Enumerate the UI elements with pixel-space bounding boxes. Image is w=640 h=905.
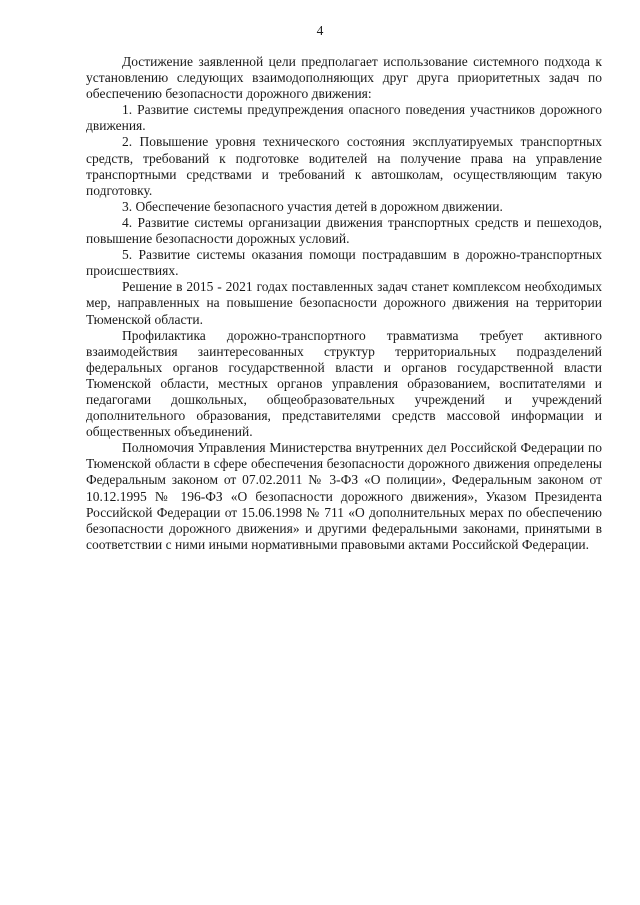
paragraph-solution: Решение в 2015 - 2021 годах поставленных задач станет комплексом необходимых мер, направленных на повышение безопасности дорожного движения на территории Тюменской области. (86, 279, 602, 327)
page-number: 4 (316, 23, 324, 38)
paragraph-task-5: 5. Развитие системы оказания помощи пострадавшим в дорожно-транспортных происшествиях. (86, 247, 602, 279)
paragraph-task-1: 1. Развитие системы предупреждения опасного поведения участников дорожного движения. (86, 102, 602, 134)
paragraph-task-3: 3. Обеспечение безопасного участия детей в дорожном движении. (122, 198, 503, 214)
document-body (86, 54, 602, 553)
paragraph-intro: Достижение заявленной цели предполагает использование системного подхода к установлению следующих взаимодополняющих друг друга приоритетных задач по обеспечению безопасности дорожного движения: (86, 54, 602, 102)
paragraph-task-4: 4. Развитие системы организации движения транспортных средств и пешеходов, повышение безопасности дорожных условий. (86, 214, 602, 247)
paragraph-task-2: 2. Повышение уровня технического состояния эксплуатируемых транспортных средств, требований к подготовке водителей на получение права на управление транспортными средствами и требований к автошколам, осуществляющим такую подготовку. (86, 134, 602, 198)
paragraph-prevention: Профилактика дорожно-транспортного травматизма требует активного взаимодействия заинтересованных структур территориальных подразделений федеральных органов государственной власти и органов государственной власти Тюменской области, местных органов управления образованием, воспитателями и педагогами дошкольных, общеобразовательных учреждений и учреждений дополнительного образования, представителями средств массовой информации и общественных объединений. (86, 327, 602, 440)
paragraph-authority: Полномочия Управления Министерства внутренних дел Российской Федерации по Тюменской области в сфере обеспечения безопасности дорожного движения определены Федеральным законом от 07.02.2011 № 3-ФЗ «О полиции», Федеральным законом от 10.12.1995 № 196-ФЗ «О безопасности дорожного движения», Указом Президента Российской Федерации от 15.06.1998 № 711 «О дополнительных мерах по обеспечению безопасности дорожного движения» и другими федеральными законами, принятыми в соответствии с ними иными нормативными правовыми актами Российской Федерации. (86, 440, 602, 552)
